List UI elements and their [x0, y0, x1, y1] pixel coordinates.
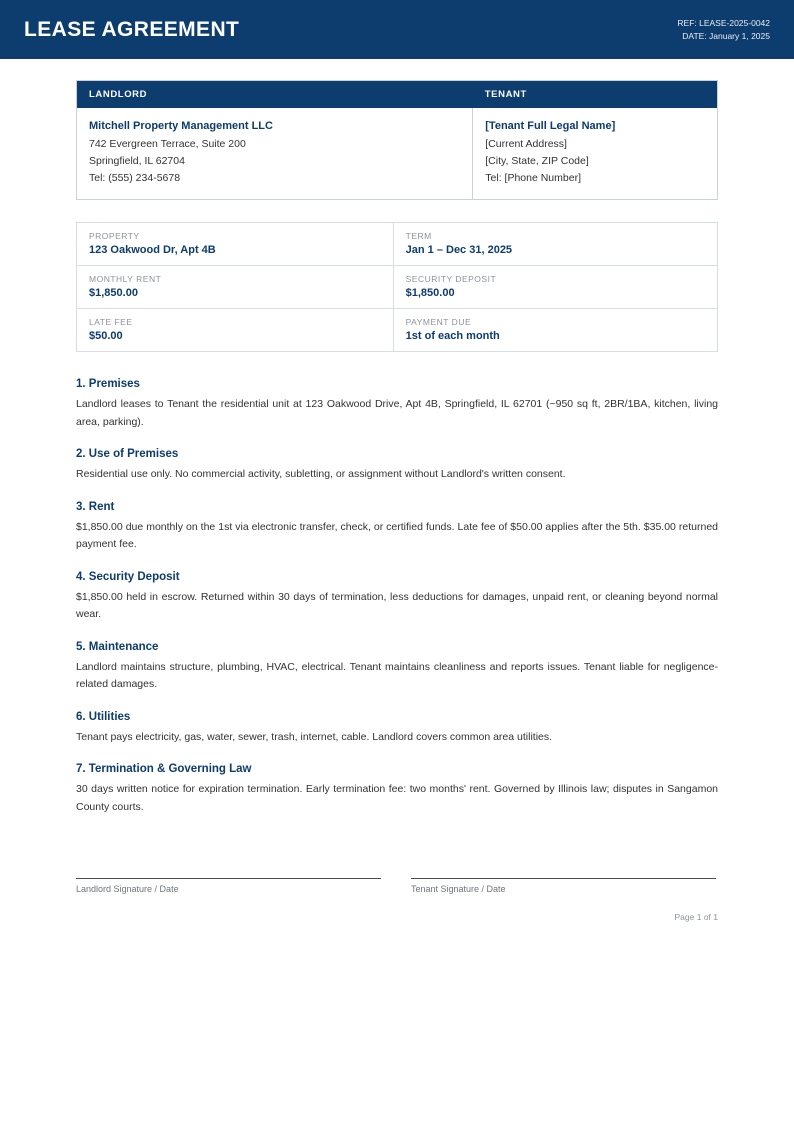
parties-table [76, 80, 718, 200]
clause-body: Landlord leases to Tenant the residential unit at 123 Oakwood Drive, Apt 4B, Springfield, IL 62701 (~950 sq ft, 2BR/1BA, kitchen, living area, parking). [76, 398, 718, 428]
term-value: $1,850.00 [89, 287, 138, 299]
tenant-signature-block[interactable] [411, 878, 716, 894]
term-label: MONTHLY RENT [89, 274, 162, 284]
clause-title: 4. Security Deposit [76, 570, 180, 583]
term-cell-late-fee [77, 309, 394, 352]
landlord-name: Mitchell Property Management LLC [89, 120, 273, 132]
clause-termination-governing-law [76, 763, 718, 816]
term-cell-payment-due [393, 309, 717, 352]
clause-body: $1,850.00 due monthly on the 1st via electronic transfer, check, or certified funds. Late fee of $50.00 applies after the 5th. $35.00 returned payment fee. [76, 520, 718, 550]
clause-rent [76, 501, 718, 554]
table-row [77, 309, 718, 352]
landlord-signature-block[interactable] [76, 878, 381, 894]
landlord-signature-caption: Landlord Signature / Date [76, 884, 179, 894]
document-meta [677, 17, 770, 43]
term-cell-monthly-rent [77, 266, 394, 309]
term-label: PAYMENT DUE [405, 317, 472, 327]
document-date: DATE: January 1, 2025 [682, 30, 770, 41]
page-body [0, 59, 794, 922]
term-label: SECURITY DEPOSIT [405, 274, 497, 284]
clause-title: 2. Use of Premises [76, 448, 179, 460]
tenant-name: [Tenant Full Legal Name] [485, 120, 616, 132]
term-value: Jan 1 – Dec 31, 2025 [405, 244, 513, 256]
term-value: $50.00 [89, 330, 123, 342]
clause-body: Tenant pays electricity, gas, water, sewer, trash, internet, cable. Landlord covers common area utilities. [76, 730, 553, 743]
clause-body: 30 days written notice for expiration termination. Early termination fee: two months' rent. Governed by Illinois law; disputes in Sangamon County courts. [76, 783, 718, 813]
landlord-details [77, 108, 473, 200]
key-terms-table [76, 222, 718, 352]
clause-body: Residential use only. No commercial activity, subletting, or assignment without Landlord's written consent. [76, 468, 566, 480]
tenant-address-line-1: [Current Address] [485, 138, 567, 150]
term-cell-term [393, 223, 717, 266]
page-number: Page 1 of 1 [674, 912, 718, 922]
clause-title: 1. Premises [76, 378, 140, 390]
tenant-column-header: TENANT [473, 81, 718, 109]
tenant-details [473, 108, 718, 200]
landlord-phone: Tel: (555) 234-5678 [89, 172, 181, 184]
table-row [77, 266, 718, 309]
clause-body: $1,850.00 held in escrow. Returned within 30 days of termination, less deductions for damages, unpaid rent, or cleaning beyond normal wear. [76, 590, 718, 620]
clause-utilities [76, 711, 718, 747]
clause-title: 7. Termination & Governing Law [76, 763, 252, 775]
clause-premises [76, 378, 718, 431]
term-label: LATE FEE [89, 317, 133, 327]
clause-title: 5. Maintenance [76, 640, 159, 653]
landlord-address-line-1: 742 Evergreen Terrace, Suite 200 [89, 138, 246, 150]
table-row [77, 223, 718, 266]
clause-title: 6. Utilities [76, 710, 131, 723]
clause-title: 3. Rent [76, 500, 115, 513]
reference-number: REF: LEASE-2025-0042 [677, 17, 770, 28]
clause-use-of-premises [76, 448, 718, 484]
parties-detail-row [77, 108, 718, 200]
document-header [0, 0, 794, 59]
term-cell-security-deposit [393, 266, 717, 309]
clause-maintenance [76, 641, 718, 694]
term-label: TERM [405, 231, 432, 241]
signature-section [76, 878, 718, 894]
clause-body: Landlord maintains structure, plumbing, HVAC, electrical. Tenant maintains cleanliness and reports issues. Tenant liable for negligence-related damages. [76, 660, 718, 690]
term-label: PROPERTY [89, 231, 140, 241]
term-value: 1st of each month [405, 330, 500, 342]
term-value: 123 Oakwood Dr, Apt 4B [89, 244, 216, 256]
landlord-address-line-2: Springfield, IL 62704 [89, 155, 185, 167]
tenant-signature-caption: Tenant Signature / Date [411, 884, 506, 894]
parties-header-row [77, 81, 718, 109]
tenant-phone: Tel: [Phone Number] [485, 172, 581, 184]
landlord-column-header: LANDLORD [77, 81, 473, 109]
term-value: $1,850.00 [405, 287, 455, 299]
page-title: LEASE AGREEMENT [24, 17, 240, 41]
term-cell-property [77, 223, 394, 266]
clause-security-deposit [76, 571, 718, 624]
tenant-address-line-2: [City, State, ZIP Code] [485, 155, 589, 167]
